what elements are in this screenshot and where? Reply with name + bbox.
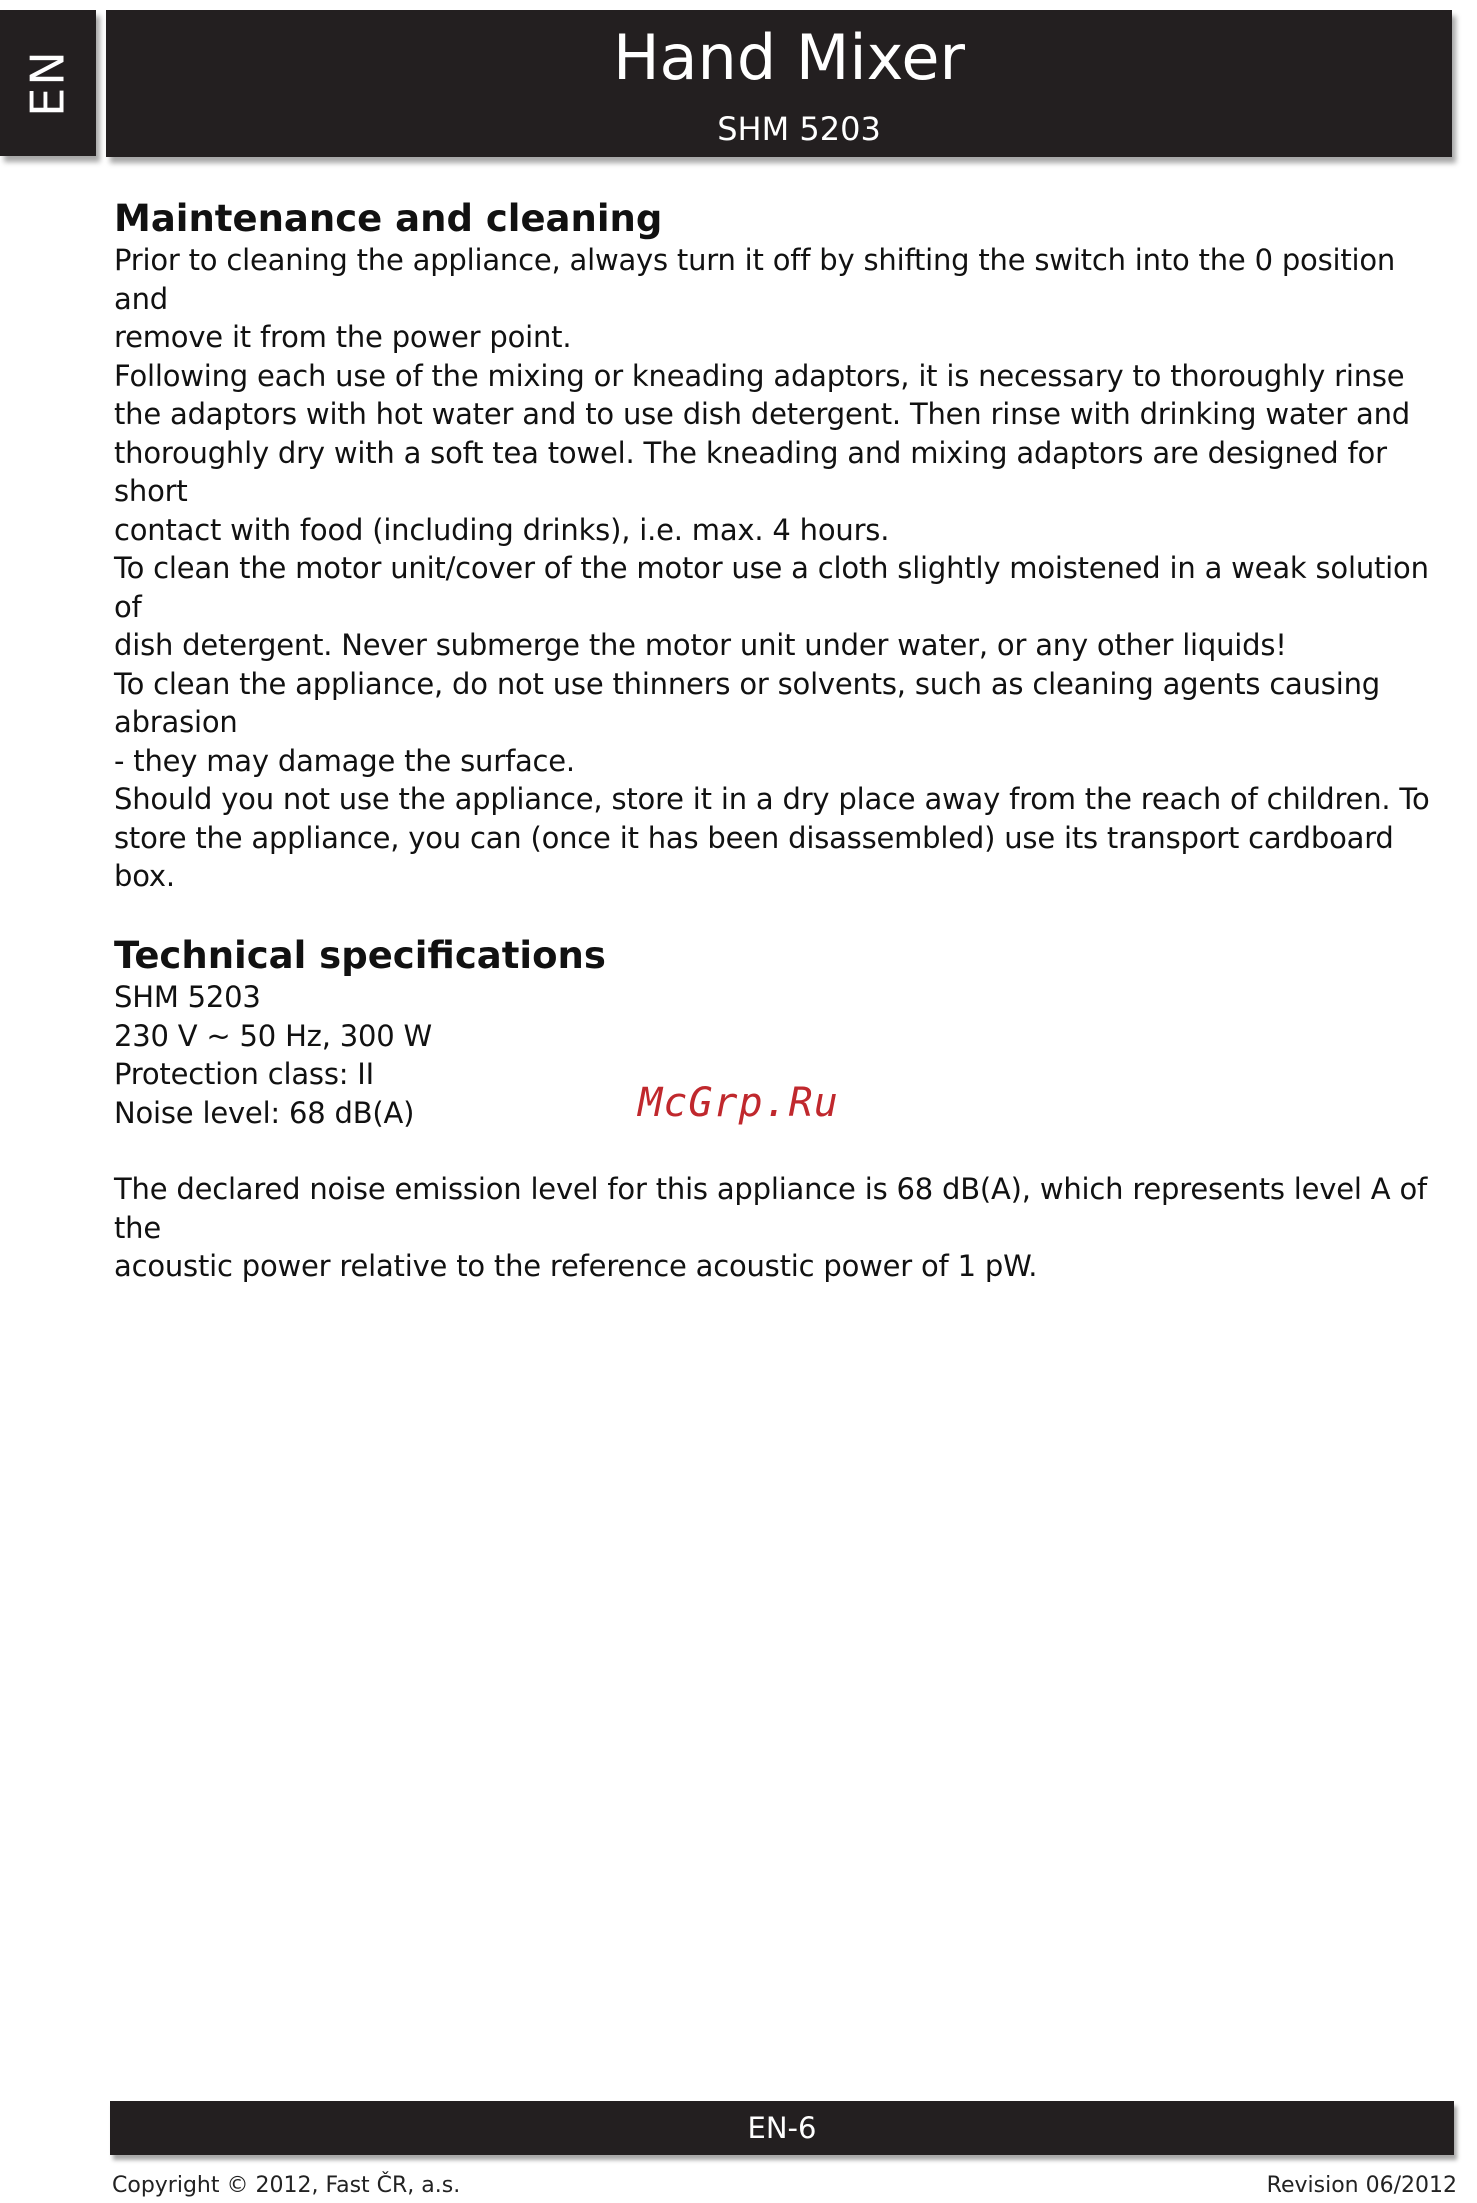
- maintenance-line: remove it from the power point.: [114, 320, 572, 355]
- spec-line: Noise level: 68 dB(A): [114, 1095, 415, 1130]
- maintenance-line: - they may damage the surface.: [114, 743, 575, 778]
- spec-line: 230 V ~ 50 Hz, 300 W: [114, 1018, 432, 1053]
- maintenance-line: thoroughly dry with a soft tea towel. The kneading and mixing adaptors are designed for short: [114, 435, 1387, 509]
- section-spacer: [114, 896, 1454, 934]
- maintenance-line: Prior to cleaning the appliance, always turn it off by shifting the switch into the 0 position and: [114, 243, 1396, 316]
- watermark: McGrp.Ru: [638, 1080, 839, 1126]
- maintenance-heading: Maintenance and cleaning: [114, 197, 663, 240]
- revision-text: Revision 06/2012: [1266, 2173, 1457, 2198]
- copyright-text: Copyright © 2012, Fast ČR, a.s.: [112, 2173, 461, 2198]
- spec-line: SHM 5203: [114, 980, 261, 1015]
- maintenance-line: store the appliance, you can (once it has been disassembled) use its transport cardboard box.: [114, 820, 1394, 894]
- noise-statement-line: The declared noise emission level for this appliance is 68 dB(A), which represents level A of the: [114, 1172, 1427, 1245]
- maintenance-line: Should you not use the appliance, store it in a dry place away from the reach of children. To: [114, 782, 1430, 817]
- noise-statement-line: acoustic power relative to the reference acoustic power of 1 pW.: [114, 1249, 1038, 1284]
- model-number: SHM 5203: [717, 110, 881, 148]
- spec-line: Protection class: II: [114, 1057, 375, 1092]
- maintenance-line: Following each use of the mixing or kneading adaptors, it is necessary to thoroughly rinse: [114, 358, 1405, 393]
- footer-bar: [110, 2101, 1454, 2155]
- section-spacer: [114, 1132, 1454, 1170]
- technical-heading: Technical specifications: [114, 933, 606, 977]
- maintenance-line: contact with food (including drinks), i.e. max. 4 hours.: [114, 512, 890, 547]
- maintenance-line: To clean the appliance, do not use thinners or solvents, such as cleaning agents causing abrasion: [114, 666, 1380, 740]
- page-number: EN-6: [747, 2111, 817, 2145]
- maintenance-line: dish detergent. Never submerge the motor unit under water, or any other liquids!: [114, 628, 1287, 663]
- maintenance-line: To clean the motor unit/cover of the motor use a cloth slightly moistened in a weak solution of: [114, 551, 1429, 624]
- header-bar: [106, 10, 1452, 157]
- maintenance-line: the adaptors with hot water and to use dish detergent. Then rinse with drinking water and: [114, 397, 1411, 432]
- language-label: EN: [20, 49, 75, 117]
- language-tab: [0, 10, 96, 156]
- page-title: Hand Mixer: [612, 21, 966, 94]
